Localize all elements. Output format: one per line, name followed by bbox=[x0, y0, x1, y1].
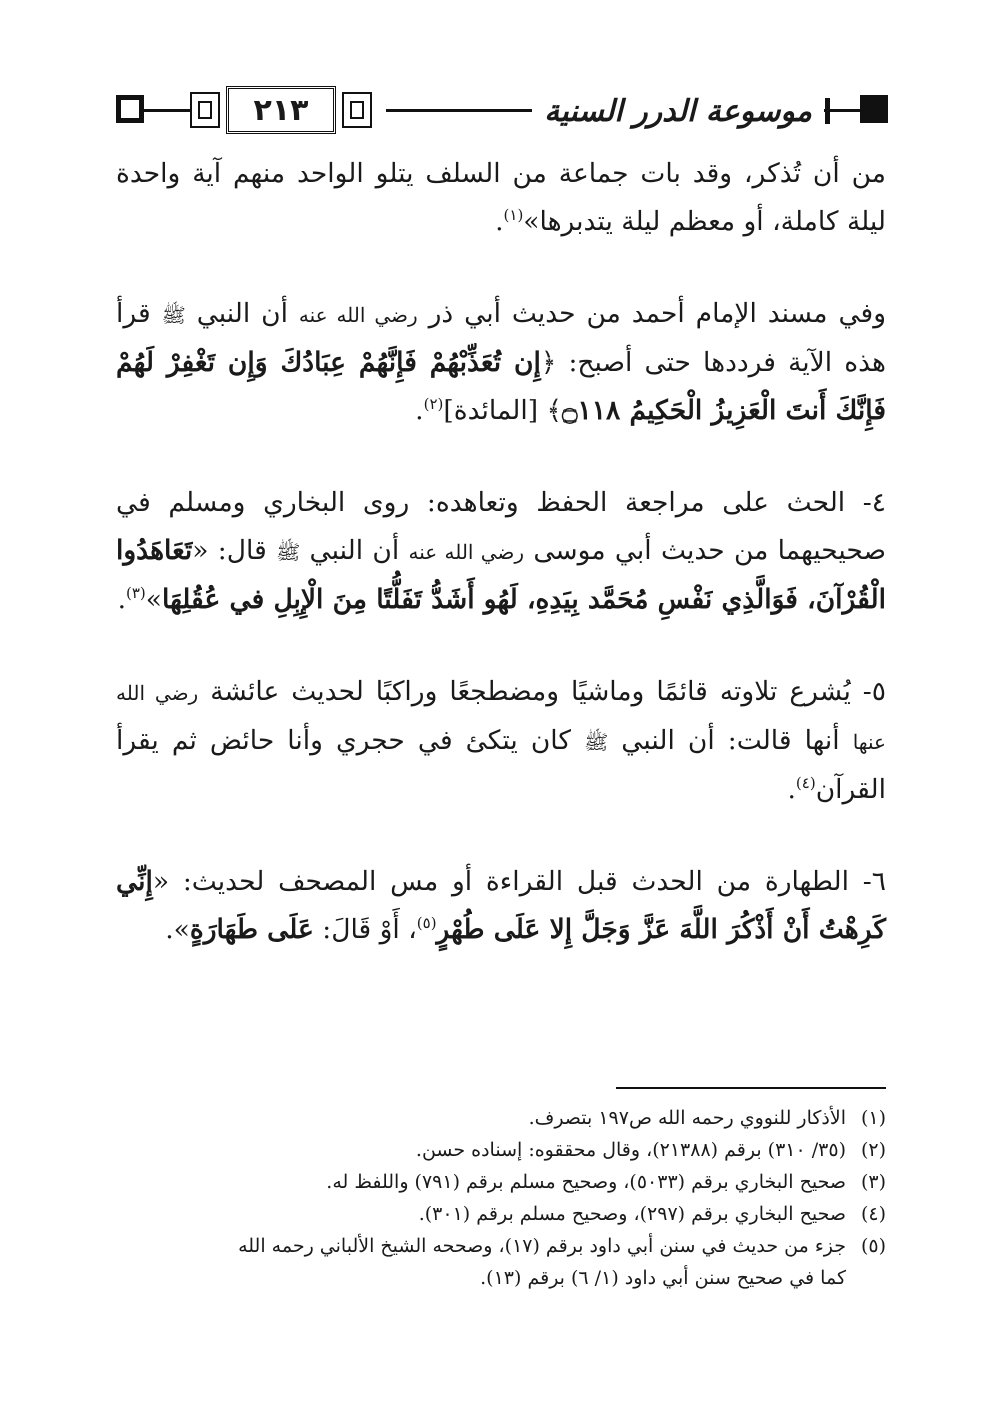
paragraph bbox=[116, 668, 886, 814]
header-ornament-square-outline bbox=[116, 95, 144, 123]
footnote-number: (١) bbox=[860, 1107, 886, 1129]
footnote bbox=[116, 1198, 886, 1230]
paragraph bbox=[116, 150, 886, 246]
footnote-number: (٣) bbox=[860, 1171, 886, 1193]
body-text: قال: « bbox=[192, 535, 277, 566]
body-text: ٥- يُشرع تلاوته قائمًا وماشيًا ومضطجعًا وراكبًا لحديث عائشة bbox=[198, 676, 886, 707]
footnote bbox=[116, 1102, 886, 1134]
footnote-number: (٤) bbox=[860, 1203, 886, 1225]
footnote-reference: (٥) bbox=[416, 914, 437, 933]
footnotes bbox=[116, 1102, 886, 1294]
page-header bbox=[116, 78, 888, 144]
body-text: . bbox=[787, 774, 796, 805]
footnote-text: الأذكار للنووي رحمه الله ص١٩٧ بتصرف. bbox=[528, 1107, 846, 1129]
footnote-text: جزء من حديث في سنن أبي داود برقم (١٧)، وصححه الشيخ الألباني رحمه الله bbox=[238, 1235, 846, 1257]
footnote bbox=[116, 1166, 886, 1198]
body-text: ﴾ [المائدة] bbox=[443, 395, 562, 426]
honorific-glyph: ﷺ bbox=[276, 540, 301, 564]
quoted-text: تَعَاهَدُوا الْقُرْآنَ، فَوَالَّذِي نَفْسِ مُحَمَّد بِيَدِهِ، لَهُو أَشَدُّ تَفَلُّتًا مِنَ الْإِبِلِ في عُقُلِهَا bbox=[116, 535, 886, 615]
body-text: أن النبي bbox=[300, 535, 409, 566]
body-text: ، أَوْ قَالَ: bbox=[313, 914, 417, 945]
footnote-continuation: كما في صحيح سنن أبي داود (١/ ٦) برقم (١٣). bbox=[480, 1267, 846, 1289]
footnote-reference: (١) bbox=[503, 206, 524, 225]
honorific-glyph: ﷺ bbox=[161, 303, 186, 327]
honorific-glyph: رضي الله عنه bbox=[298, 303, 418, 327]
body-text: كان يتكئ في حجري وأنا حائض ثم يقرأ القرآن bbox=[116, 725, 886, 805]
title-separator bbox=[825, 98, 830, 124]
paragraph bbox=[116, 479, 886, 624]
body-text: ٦- الطهارة من الحدث قبل القراءة أو مس المصحف لحديث: « bbox=[152, 866, 886, 897]
footnote bbox=[116, 1134, 886, 1166]
footnote bbox=[116, 1230, 886, 1262]
footnote-text: (٣٥/ ٣١٠) برقم (٢١٣٨٨)، وقال محققوه: إسناده حسن. bbox=[415, 1139, 846, 1161]
body-text: . bbox=[117, 584, 126, 615]
body-text: » bbox=[145, 584, 162, 615]
body-text: . bbox=[415, 395, 424, 426]
knot-ornament-icon bbox=[342, 92, 372, 128]
footnote-reference: (٣) bbox=[126, 584, 146, 603]
body-text: ٤- الحث على مراجعة الحفظ وتعاهده: روى البخاري ومسلم في صحيحيهما من حديث أبي موسى bbox=[116, 487, 886, 566]
quoted-text: إِنِّي كَرِهْتُ أَنْ أَذْكُرَ اللَّهَ عَزَّ وَجَلَّ إِلا عَلَى طُهْرٍ bbox=[116, 866, 886, 945]
footnote-number: (٢) bbox=[860, 1139, 886, 1161]
knot-ornament-icon bbox=[190, 92, 220, 128]
body-text: . bbox=[495, 206, 504, 237]
page-number: ٢١٣ bbox=[226, 86, 336, 134]
footnote-divider bbox=[616, 1087, 886, 1089]
body-text: من أن تُذكر، وقد بات جماعة من السلف يتلو الواحد منهم آية واحدة ليلة كاملة، أو معظم ليلة يتدبرها» bbox=[116, 158, 886, 237]
page-number-frame bbox=[184, 82, 384, 138]
quoted-text: إِن تُعَذِّبْهُمْ فَإِنَّهُمْ عِبَادُكَ وَإِن تَغْفِرْ لَهُمْ فَإِنَّكَ أَنتَ الْعَزِيزُ الْحَكِيمُ ۝١١٨ bbox=[116, 347, 886, 426]
footnote-reference: (٤) bbox=[795, 774, 816, 793]
series-title: موسوعة الدرر السنية bbox=[532, 84, 824, 138]
body-text: وفي مسند الإمام أحمد من حديث أبي ذر bbox=[417, 298, 886, 329]
body-text: أن النبي bbox=[185, 298, 299, 329]
page-body bbox=[116, 150, 886, 998]
footnote-text: صحيح البخاري برقم (٥٠٣٣)، وصحيح مسلم برقم (٧٩١) واللفظ له. bbox=[326, 1171, 846, 1193]
footnote-text: صحيح البخاري برقم (٢٩٧)، وصحيح مسلم برقم (٣٠١). bbox=[418, 1203, 846, 1225]
body-text: أنها قالت: أن النبي bbox=[608, 725, 853, 756]
honorific-glyph: رضي الله عنه bbox=[408, 540, 525, 564]
body-text: ». bbox=[165, 914, 190, 945]
quoted-text: عَلَى طَهَارَةٍ bbox=[189, 914, 314, 945]
header-ornament-square-filled bbox=[860, 95, 888, 123]
body-text: قرأ هذه الآية فرددها حتى أصبح: ﴿ bbox=[116, 298, 887, 378]
paragraph bbox=[116, 290, 886, 435]
footnote-reference: (٢) bbox=[423, 395, 444, 414]
footnote-number: (٥) bbox=[860, 1235, 886, 1257]
honorific-glyph: رضي الله عنها bbox=[116, 681, 886, 754]
paragraph bbox=[116, 858, 886, 954]
honorific-glyph: ﷺ bbox=[584, 730, 609, 754]
